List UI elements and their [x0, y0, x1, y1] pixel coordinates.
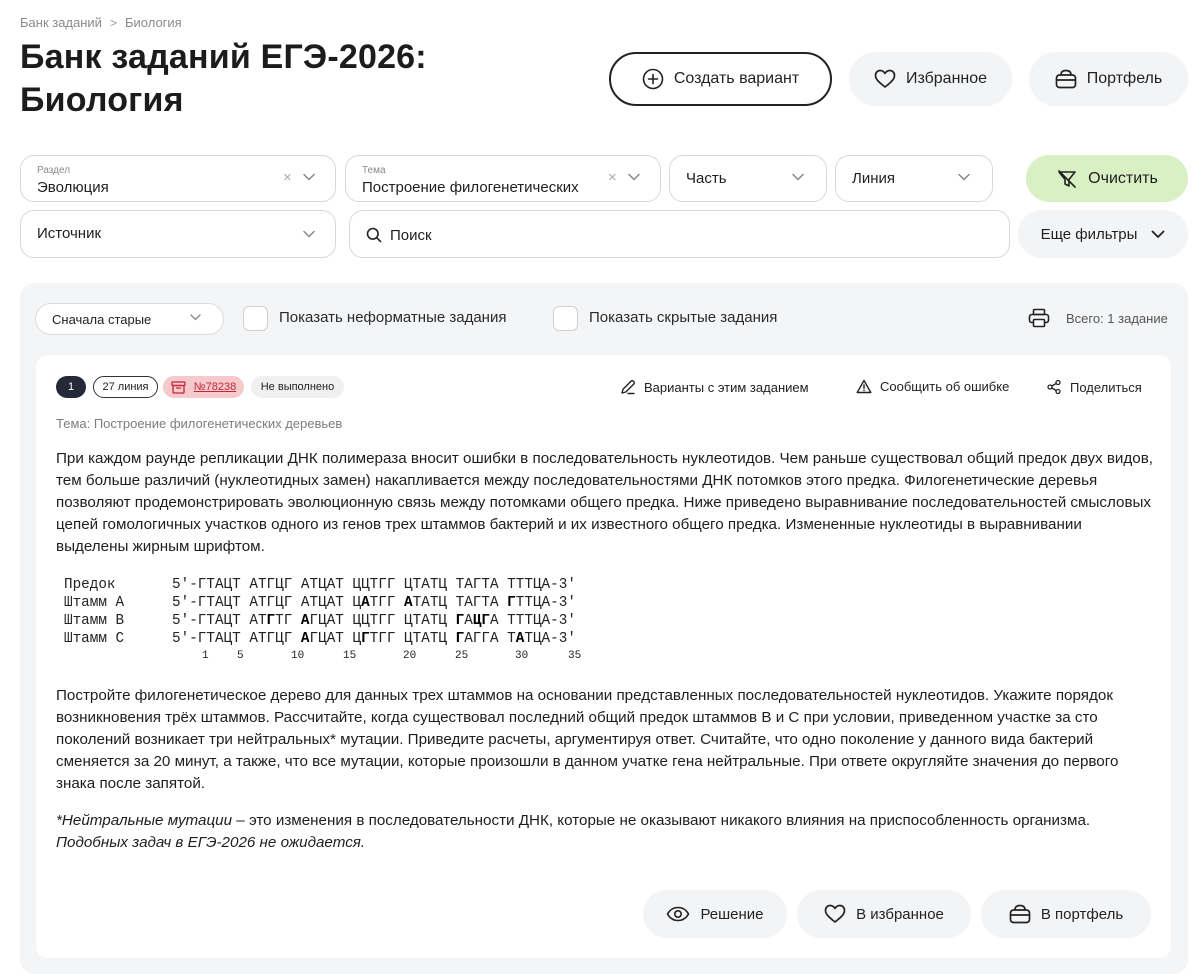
- section-select-value: Эволюция: [37, 179, 109, 196]
- alignment-strain-name: Штамм С: [64, 631, 125, 647]
- sort-select[interactable]: [35, 303, 224, 335]
- mutated-nucleotide: Г: [455, 613, 465, 629]
- favorites-button[interactable]: [849, 52, 1012, 106]
- chevron-down-icon: [303, 230, 315, 238]
- mutated-nucleotide: Г: [266, 613, 276, 629]
- chevron-down-icon: [958, 173, 970, 181]
- task-note: [56, 810, 1154, 854]
- alignment-sequence: 5′-ГТАЦТ АТГТГ АГЦАТ ЦЦТГГ ЦТАТЦ ГАЦГА ТТТЦА-3′: [172, 613, 576, 629]
- show-nonformat-checkbox[interactable]: [243, 306, 268, 331]
- sequence-alignment: [56, 570, 620, 668]
- section-select[interactable]: [20, 155, 336, 202]
- breadcrumb-current[interactable]: Биология: [124, 15, 182, 30]
- mutated-nucleotide: Г: [455, 631, 465, 647]
- breadcrumb-link-bank[interactable]: Банк заданий: [20, 15, 102, 30]
- alignment-position-label: 15: [343, 650, 357, 662]
- show-nonformat-label[interactable]: Показать неформатные задания: [279, 309, 507, 326]
- task-number-badge: 1: [56, 376, 86, 398]
- clear-topic-icon[interactable]: ×: [608, 169, 617, 186]
- chevron-down-icon: [1151, 230, 1165, 239]
- note-final: Подобных задач в ЕГЭ-2026 не ожидается.: [56, 834, 366, 851]
- mutated-nucleotide: Г: [361, 631, 370, 647]
- source-select[interactable]: [20, 210, 336, 258]
- briefcase-icon: [1055, 69, 1077, 89]
- topic-select-value: Построение филогенетических: [362, 179, 579, 196]
- alignment-position-label: 10: [291, 650, 305, 662]
- heart-icon: [824, 904, 846, 924]
- alignment-strain-name: Штамм А: [64, 595, 125, 611]
- alignment-position-label: 5: [237, 650, 244, 662]
- sort-select-value: Сначала старые: [52, 311, 152, 327]
- create-variant-label: Создать вариант: [673, 70, 800, 87]
- report-error-link[interactable]: [856, 379, 1009, 394]
- create-variant-button[interactable]: [609, 52, 832, 106]
- line-select-placeholder: Линия: [852, 170, 896, 187]
- add-to-favorites-button[interactable]: [797, 890, 971, 938]
- show-hidden-label[interactable]: Показать скрытые задания: [589, 309, 778, 326]
- portfolio-button[interactable]: [1029, 52, 1188, 106]
- alignment-position-label: 1: [202, 650, 209, 662]
- part-select-placeholder: Часть: [686, 170, 727, 187]
- printer-icon[interactable]: [1028, 308, 1050, 328]
- task-text-intro: При каждом раунде репликации ДНК полимераза вносит ошибки в последовательность нуклеотидов. Чем раньше существовал общий предок двух видов, тем больше различий (нуклеотидных замен) накапливается между последовательностями ДНК потомков этого предка. Филогенетические деревья позволяют продемонстрировать эволюционную связь между потомками общего предка. Ниже приведено выравнивание последовательностей смысловых цепей гомологичных участков одного из генов трех штаммов бактерий и их известного общего предка. Измененные нуклеотиды в выравнивании выделены жирным шрифтом.: [56, 450, 1154, 555]
- section-select-label: Раздел: [37, 165, 71, 176]
- show-hidden-checkbox[interactable]: [553, 306, 578, 331]
- variants-with-task-label: Варианты с этим заданием: [644, 379, 809, 395]
- mutated-nucleotide: Г: [481, 613, 490, 629]
- breadcrumb: [20, 15, 182, 30]
- line-select[interactable]: [835, 155, 993, 202]
- favorites-label: Избранное: [905, 70, 988, 87]
- more-filters-button[interactable]: [1018, 210, 1188, 258]
- briefcase-icon: [1009, 904, 1031, 924]
- plus-circle-icon: [642, 68, 664, 90]
- show-solution-label: Решение: [700, 905, 764, 923]
- share-icon: [1046, 379, 1062, 395]
- more-filters-label: Еще фильтры: [1040, 225, 1138, 243]
- mutated-nucleotide: А: [361, 595, 370, 611]
- page-title: Банк заданий ЕГЭ-2026: Биология: [20, 38, 427, 119]
- alignment-strain-name: Штамм В: [64, 613, 125, 629]
- add-to-portfolio-label: В портфель: [1040, 905, 1124, 923]
- warning-triangle-icon: [856, 379, 872, 394]
- mutated-nucleotide: А: [300, 631, 310, 647]
- report-error-label: Сообщить об ошибке: [880, 379, 1010, 394]
- chevron-down-icon: [190, 314, 201, 321]
- share-label: Поделиться: [1070, 379, 1142, 395]
- show-solution-button[interactable]: [643, 890, 787, 938]
- task-id-badge[interactable]: [163, 376, 244, 398]
- variants-with-task-link[interactable]: [620, 379, 809, 395]
- mutated-nucleotide: А: [515, 631, 525, 647]
- chevron-down-icon: [792, 173, 804, 181]
- search-input[interactable]: [390, 223, 990, 247]
- chevron-down-icon: [628, 173, 640, 181]
- task-id-link[interactable]: №78238: [193, 381, 237, 393]
- breadcrumb-separator: >: [109, 15, 117, 30]
- alignment-position-label: 25: [455, 650, 469, 662]
- task-text-question: Постройте филогенетическое дерево для данных трех штаммов на основании представленных последовательностей нуклеотидов. Укажите порядок возникновения трёх штаммов. Рассчитайте, когда существовал последний общий предок штаммов В и С при условии, приведенном участке за сто поколений возникает три нейтральных* мутации. Приведите расчеты, аргументируя ответ. Считайте, что одно поколение у данного вида бактерий сменяется за 20 минут, а также, что все мутации, которые произошли в данном учатке гена нейтральные. При ответе округляйте значения до первого знака после запятой.: [56, 687, 1119, 792]
- source-select-placeholder: Источник: [37, 225, 102, 242]
- filter-off-icon: [1056, 168, 1078, 190]
- mutated-nucleotide: Ц: [472, 613, 482, 629]
- task-line-badge: 27 линия: [93, 376, 158, 398]
- clear-filters-label: Очистить: [1088, 169, 1158, 187]
- alignment-position-label: 35: [568, 650, 582, 662]
- archive-icon: [171, 381, 186, 394]
- mutated-nucleotide: А: [300, 613, 310, 629]
- eye-icon: [666, 906, 690, 922]
- topic-select-label: Тема: [362, 165, 386, 176]
- note-definition: – это изменения в последовательности ДНК, которые не оказывают никакого влияния на приспособленность организма.: [232, 812, 1091, 829]
- mutated-nucleotide: А: [404, 595, 413, 611]
- clear-filters-button[interactable]: [1026, 155, 1188, 202]
- add-to-portfolio-button[interactable]: [981, 890, 1151, 938]
- alignment-position-label: 20: [403, 650, 417, 662]
- heart-icon: [874, 69, 896, 89]
- chevron-down-icon: [303, 173, 315, 181]
- topic-select[interactable]: [345, 155, 661, 202]
- task-status-badge: Не выполнено: [251, 376, 344, 398]
- search-icon: [366, 227, 382, 243]
- mutated-nucleotide: Г: [507, 595, 516, 611]
- note-term: *Нейтральные мутации: [56, 812, 233, 829]
- portfolio-label: Портфель: [1086, 70, 1163, 87]
- clear-section-icon[interactable]: ×: [283, 169, 292, 186]
- pencil-icon: [620, 379, 636, 395]
- alignment-position-label: 30: [515, 650, 529, 662]
- alignment-sequence: 5′-ГТАЦТ АТГЦГ АГЦАТ ЦГТГГ ЦТАТЦ ГАГГА ТАТЦА-3′: [172, 631, 576, 647]
- share-link[interactable]: [1046, 379, 1142, 395]
- total-count: Всего: 1 задание: [1066, 311, 1168, 326]
- alignment-sequence: 5′-ГТАЦТ АТГЦГ АТЦАТ ЦАТГГ АТАТЦ ТАГТА ГТТЦА-3′: [172, 595, 576, 611]
- alignment-strain-name: Предок: [64, 577, 116, 593]
- search-field: [349, 210, 1010, 258]
- alignment-sequence: 5′-ГТАЦТ АТГЦГ АТЦАТ ЦЦТГГ ЦТАТЦ ТАГТА ТТТЦА-3′: [172, 577, 576, 593]
- part-select[interactable]: [669, 155, 827, 202]
- add-to-favorites-label: В избранное: [856, 905, 944, 923]
- task-topic: Тема: Построение филогенетических деревьев: [56, 416, 343, 431]
